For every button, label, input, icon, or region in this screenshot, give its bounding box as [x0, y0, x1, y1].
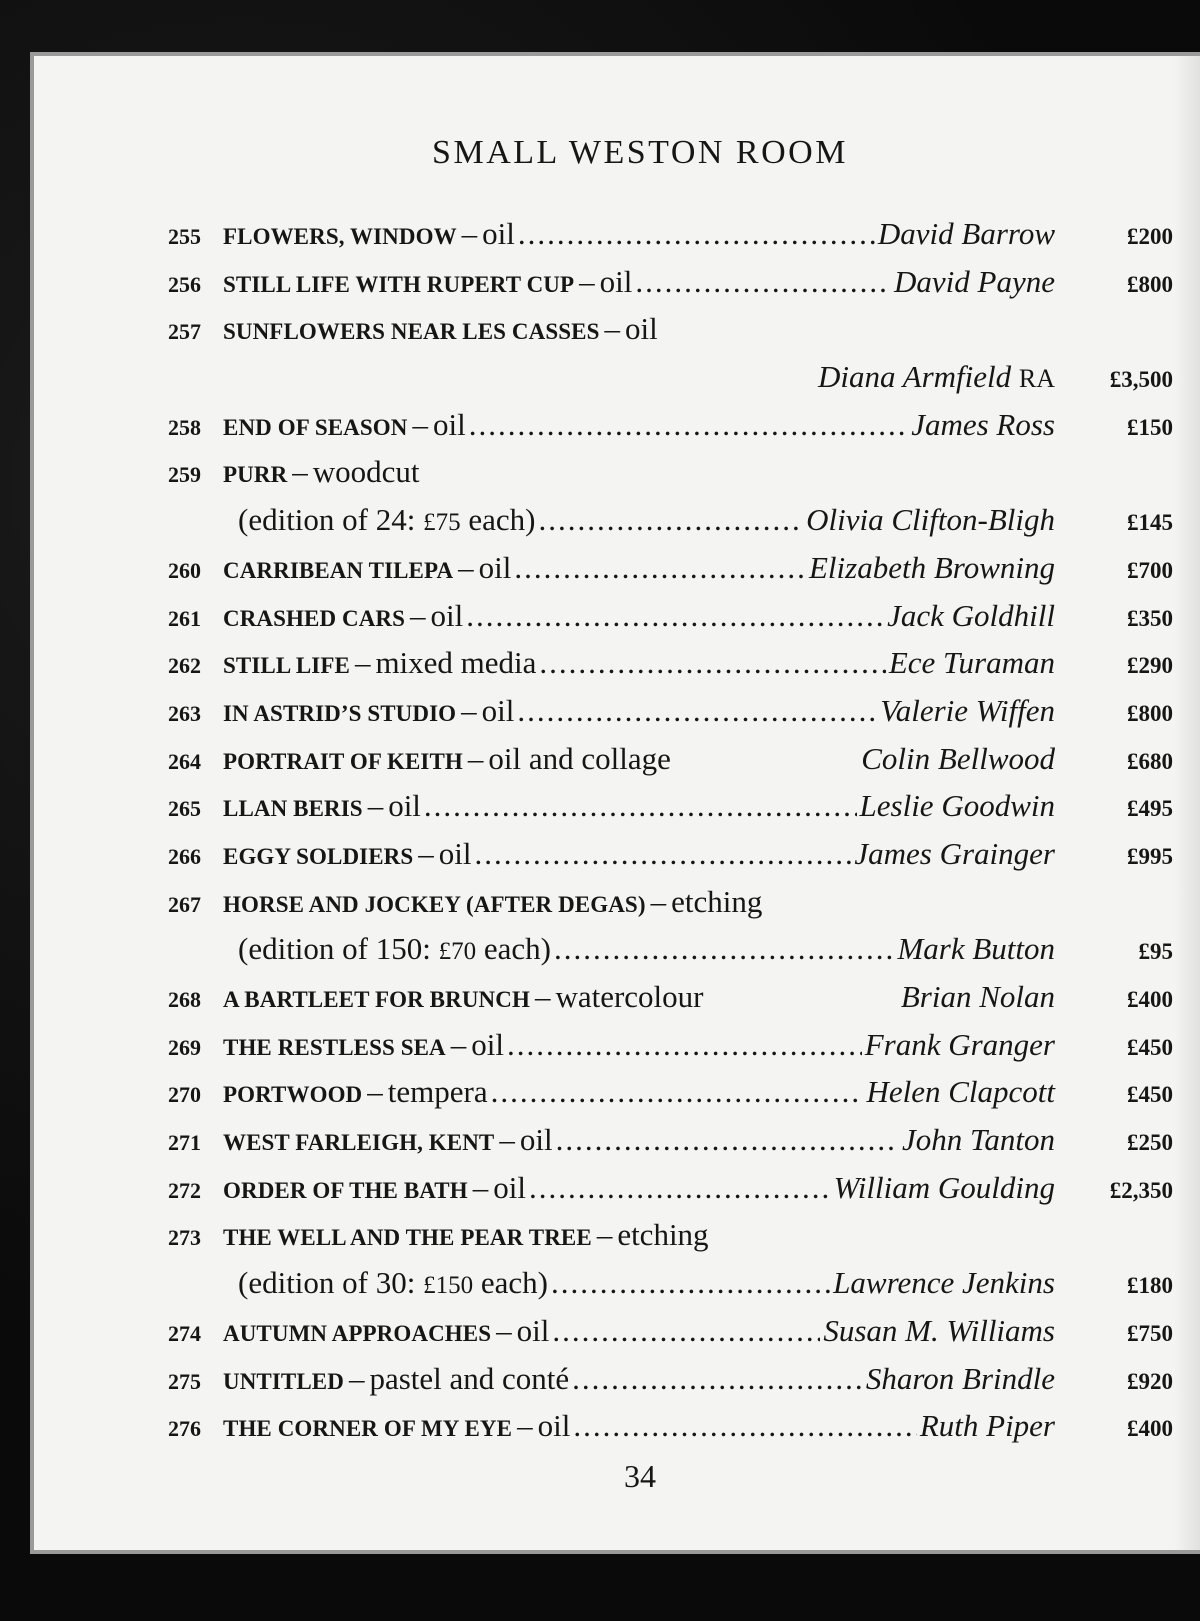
entry-artist: Susan M. Williams — [823, 1312, 1055, 1348]
dash-separator: – — [534, 979, 551, 1014]
catalogue-entry — [168, 788, 1173, 836]
entry-title: THE WELL AND THE PEAR TREE — [223, 1225, 592, 1251]
entry-title: UNTITLED — [223, 1368, 344, 1394]
dot-leader — [475, 836, 852, 872]
entry-price: £995 — [1127, 843, 1173, 869]
entry-price: £750 — [1127, 1320, 1173, 1346]
entry-medium: woodcut — [312, 454, 420, 490]
entry-price: £450 — [1127, 1034, 1173, 1060]
entry-title: LLAN BERIS — [223, 796, 363, 822]
entry-number: 266 — [168, 843, 201, 869]
catalogue-entry — [168, 1313, 1173, 1361]
entry-price: £400 — [1127, 987, 1173, 1012]
entry-number: 259 — [168, 462, 201, 488]
entry-number: 265 — [168, 796, 201, 822]
entry-artist: Brian Nolan — [900, 979, 1055, 1014]
entry-price: £150 — [1127, 414, 1173, 440]
entry-artist: Ruth Piper — [919, 1408, 1055, 1444]
catalogue-entry — [168, 407, 1173, 455]
entry-number: 275 — [168, 1368, 201, 1394]
dot-leader — [518, 216, 875, 252]
catalogue-entry — [168, 1122, 1173, 1170]
edition-text: each) — [476, 931, 551, 967]
dot-leader — [635, 264, 891, 300]
entry-medium: etching — [617, 1217, 709, 1253]
entry-price: £800 — [1127, 271, 1173, 297]
entry-title: HORSE AND JOCKEY (AFTER DEGAS) — [223, 891, 646, 917]
entry-artist: David Payne — [894, 263, 1055, 299]
entry-number: 264 — [168, 748, 201, 774]
dash-separator: – — [499, 1122, 515, 1158]
dot-leader — [529, 1170, 831, 1206]
entry-artist: Frank Granger — [864, 1026, 1055, 1062]
room-heading: SMALL WESTON ROOM — [432, 134, 848, 171]
entry-medium: oil — [624, 311, 658, 347]
catalogue-entry — [168, 645, 1173, 693]
entry-artist: Jack Goldhill — [887, 597, 1055, 633]
entry-artist: James Ross — [911, 406, 1055, 442]
dash-separator: – — [418, 835, 434, 871]
entry-medium: etching — [671, 883, 763, 919]
dash-separator: – — [461, 692, 477, 728]
entry-medium: oil — [599, 263, 633, 299]
entry-price: £145 — [1127, 510, 1173, 536]
edition-note — [238, 1265, 548, 1301]
entry-title: ORDER OF THE BATH — [223, 1177, 468, 1203]
edition-note — [238, 931, 551, 967]
entry-medium: mixed media — [375, 645, 537, 681]
entry-artist: Ece Turaman — [888, 645, 1055, 681]
page-binding-edge — [1174, 56, 1200, 1550]
entry-title: CRASHED CARS — [223, 605, 406, 631]
entry-medium: oil — [388, 788, 421, 824]
entry-medium: oil and collage — [488, 740, 671, 776]
entry-price: £920 — [1127, 1368, 1173, 1394]
entry-title: THE RESTLESS SEA — [223, 1034, 446, 1060]
dash-separator: – — [517, 1408, 533, 1444]
dot-leader — [554, 931, 894, 967]
entry-price: £290 — [1127, 653, 1173, 679]
entry-title: PORTRAIT OF KEITH — [223, 748, 463, 774]
entry-number: 257 — [168, 319, 201, 345]
entry-artist: Leslie Goodwin — [859, 788, 1055, 824]
entry-artist: James Grainger — [854, 835, 1055, 871]
entry-number: 269 — [168, 1034, 201, 1060]
entry-price: £680 — [1127, 748, 1173, 774]
catalogue-entry — [168, 1027, 1173, 1075]
catalogue-list — [168, 216, 1173, 1456]
entry-medium: oil — [493, 1169, 526, 1205]
entry-price: £450 — [1127, 1082, 1173, 1108]
dot-leader — [556, 1122, 899, 1158]
dash-separator: – — [367, 788, 384, 824]
entry-medium: oil — [478, 549, 512, 585]
dash-separator: – — [461, 216, 478, 251]
artist-name: Diana Armfield — [817, 359, 1012, 395]
entry-number: 270 — [168, 1082, 201, 1108]
edition-text: each) — [460, 502, 536, 538]
catalogue-entry — [168, 1074, 1173, 1122]
entry-medium: oil — [482, 216, 515, 251]
catalogue-entry — [168, 1170, 1173, 1218]
catalogue-entry — [168, 216, 1173, 264]
entry-number: 256 — [168, 271, 201, 297]
dot-leader — [507, 1027, 862, 1063]
catalogue-entry — [168, 1361, 1173, 1409]
entry-number: 258 — [168, 414, 201, 440]
catalogue-entry — [168, 550, 1173, 598]
edition-price: £75 — [423, 509, 461, 537]
entry-price: £350 — [1127, 605, 1173, 631]
entry-medium: pastel and conté — [369, 1360, 570, 1396]
entry-artist — [818, 359, 1055, 395]
catalogue-entry-continuation — [168, 359, 1173, 407]
entry-title: EGGY SOLDIERS — [223, 843, 414, 869]
dot-leader — [469, 407, 908, 443]
entry-artist: Elizabeth Browning — [809, 549, 1055, 585]
entry-artist: William Goulding — [833, 1169, 1055, 1205]
entry-number: 262 — [168, 653, 201, 679]
dash-separator: – — [650, 883, 667, 919]
edition-text: (edition of 150: — [238, 931, 439, 967]
entry-number: 263 — [168, 700, 201, 726]
dash-separator: – — [367, 1074, 383, 1110]
entry-title: THE CORNER OF MY EYE — [223, 1416, 513, 1442]
dot-leader — [551, 1265, 830, 1301]
entry-title: STILL LIFE WITH RUPERT CUP — [223, 271, 575, 297]
entry-price: £700 — [1127, 557, 1173, 583]
catalogue-entry — [168, 836, 1173, 884]
catalogue-entry — [168, 741, 1173, 789]
entry-number: 276 — [168, 1416, 201, 1442]
entry-medium: oil — [471, 1026, 504, 1062]
entry-number: 273 — [168, 1225, 201, 1251]
entry-medium: oil — [519, 1122, 553, 1158]
entry-artist: Helen Clapcott — [866, 1074, 1055, 1110]
edition-price: £70 — [438, 938, 477, 966]
entry-price: £200 — [1127, 224, 1173, 249]
catalogue-entry — [168, 693, 1173, 741]
entry-title: FLOWERS, WINDOW — [223, 224, 457, 249]
entry-price: £400 — [1127, 1416, 1173, 1442]
catalogue-entry-continuation — [168, 502, 1173, 550]
catalogue-entry — [168, 311, 1173, 359]
catalogue-entry — [168, 264, 1173, 312]
entry-number: 268 — [168, 987, 201, 1012]
catalogue-page — [34, 56, 1200, 1550]
entry-medium: oil — [537, 1408, 571, 1444]
page-number: 34 — [624, 1458, 656, 1494]
entry-title: WEST FARLEIGH, KENT — [223, 1130, 495, 1156]
dash-separator: – — [410, 597, 426, 633]
dash-separator: – — [348, 1360, 365, 1396]
dash-separator: – — [472, 1169, 489, 1205]
dot-leader — [517, 693, 877, 729]
entry-medium: tempera — [387, 1074, 488, 1110]
entry-artist: John Tanton — [901, 1122, 1055, 1158]
entry-title: IN ASTRID’S STUDIO — [223, 700, 457, 726]
edition-text: (edition of 24: — [238, 502, 424, 538]
catalogue-entry — [168, 598, 1173, 646]
entry-medium: oil — [438, 835, 472, 871]
dot-leader — [552, 1313, 820, 1349]
dash-separator: – — [467, 740, 484, 776]
dot-leader — [538, 502, 803, 538]
catalogue-entry — [168, 1408, 1173, 1456]
entry-price: £180 — [1127, 1273, 1173, 1299]
entry-artist: Colin Bellwood — [861, 740, 1055, 776]
entry-number: 272 — [168, 1177, 201, 1203]
entry-number: 261 — [168, 605, 201, 631]
edition-note — [238, 502, 535, 538]
dash-separator: – — [496, 1312, 512, 1348]
catalogue-entry — [168, 454, 1173, 502]
catalogue-entry — [168, 979, 1173, 1027]
entry-number: 255 — [168, 224, 201, 249]
catalogue-entry-continuation — [168, 931, 1173, 979]
entry-title: STILL LIFE — [223, 653, 350, 679]
entry-title: PORTWOOD — [223, 1082, 363, 1108]
dash-separator: – — [292, 454, 308, 490]
dash-separator: – — [596, 1217, 613, 1253]
dash-separator: – — [458, 549, 474, 585]
entry-medium: oil — [516, 1312, 550, 1348]
entry-artist: David Barrow — [877, 216, 1055, 251]
entry-artist: Valerie Wiffen — [880, 692, 1055, 728]
entry-price: £800 — [1127, 700, 1173, 726]
entry-number: 267 — [168, 891, 201, 917]
dash-separator: – — [579, 263, 595, 299]
edition-text: (edition of 30: — [238, 1265, 424, 1301]
entry-medium: oil — [430, 597, 464, 633]
artist-suffix: RA — [1018, 364, 1055, 394]
dash-separator: – — [604, 311, 620, 347]
dot-leader — [514, 550, 806, 586]
entry-artist: Mark Button — [897, 931, 1055, 967]
entry-artist: Lawrence Jenkins — [833, 1265, 1055, 1301]
dash-separator: – — [450, 1026, 467, 1062]
entry-price: £495 — [1127, 796, 1173, 822]
entry-title: AUTUMN APPROACHES — [223, 1320, 492, 1346]
entry-title: SUNFLOWERS NEAR LES CASSES — [223, 319, 600, 345]
entry-number: 260 — [168, 557, 201, 583]
dot-leader — [466, 598, 884, 634]
dot-leader — [491, 1074, 864, 1110]
catalogue-entry — [168, 884, 1173, 932]
edition-price: £150 — [423, 1272, 474, 1300]
dot-leader — [572, 1361, 863, 1397]
entry-medium: oil — [432, 406, 466, 442]
entry-artist: Sharon Brindle — [865, 1360, 1055, 1396]
entry-price: £3,500 — [1109, 367, 1173, 393]
entry-title: A BARTLEET FOR BRUNCH — [223, 987, 530, 1012]
dash-separator: – — [354, 645, 371, 681]
entry-medium: oil — [481, 692, 515, 728]
entry-number: 271 — [168, 1130, 201, 1156]
dash-separator: – — [412, 406, 428, 442]
entry-number: 274 — [168, 1320, 201, 1346]
entry-artist: Olivia Clifton-Bligh — [806, 502, 1055, 538]
dot-leader — [573, 1408, 917, 1444]
entry-title: END OF SEASON — [223, 414, 408, 440]
dot-leader — [539, 645, 885, 681]
entry-price: £250 — [1127, 1130, 1173, 1156]
entry-title: PURR — [223, 462, 288, 488]
entry-title: CARRIBEAN TILEPA — [223, 557, 454, 583]
entry-price: £2,350 — [1109, 1177, 1173, 1203]
entry-medium: watercolour — [555, 979, 704, 1014]
catalogue-entry-continuation — [168, 1265, 1173, 1313]
entry-price: £95 — [1138, 939, 1173, 965]
catalogue-entry — [168, 1217, 1173, 1265]
edition-text: each) — [473, 1265, 548, 1301]
dot-leader — [424, 788, 857, 824]
